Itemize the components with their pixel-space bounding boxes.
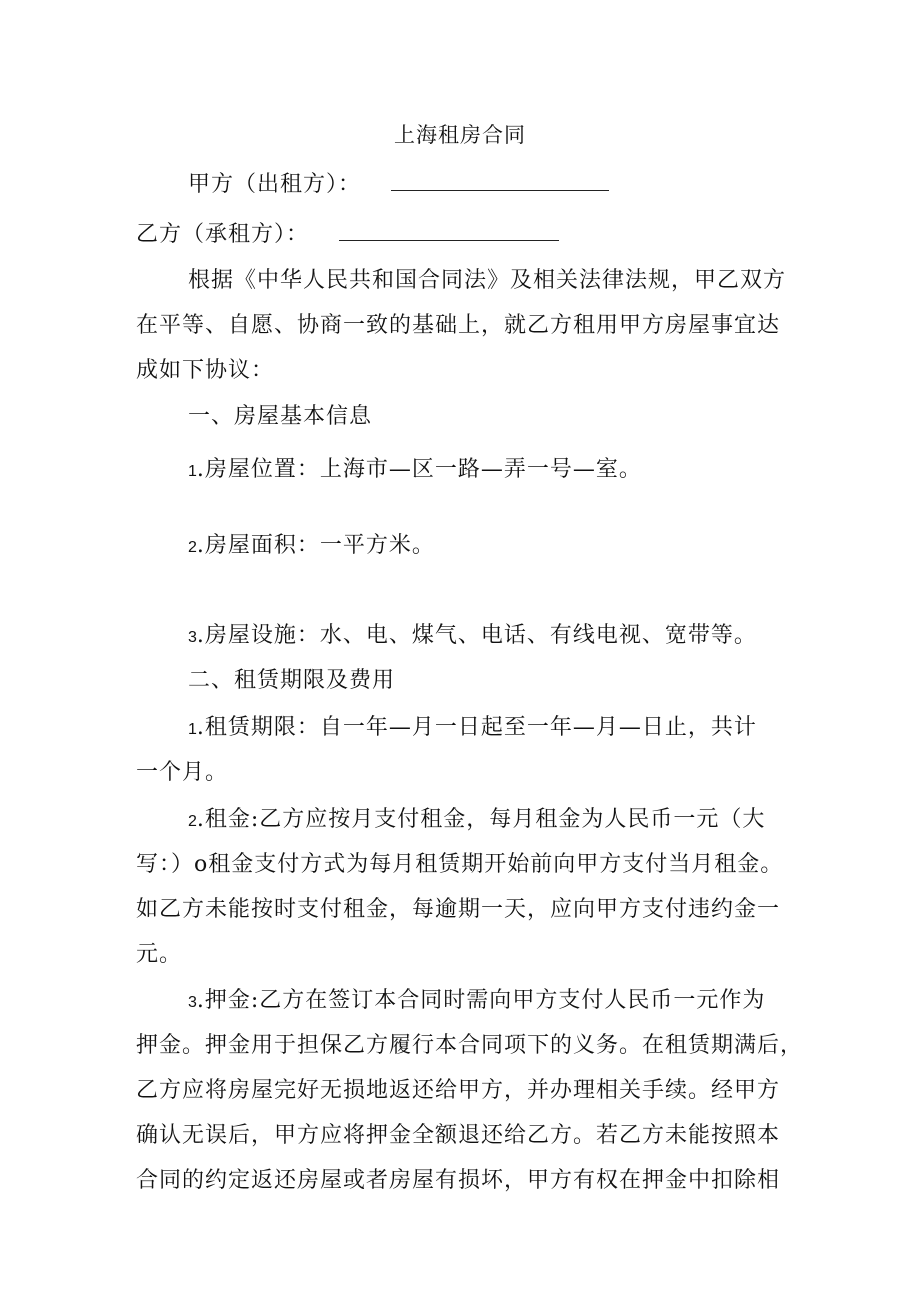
item-text: .房屋设施：水、电、煤气、电话、有线电视、宽带等。 [196,623,757,648]
item-text: .押金:乙方在签订本合同时需向甲方支付人民币一元作为 [196,988,766,1013]
party-a-line [188,168,609,200]
item-text-continued: 一个月。 [136,760,229,785]
item-text-continued: 押金。押金用于担保乙方履行本合同项下的义务。在租赁期满后， [136,1033,804,1058]
section-heading: 一、房屋基本信息 [188,404,373,429]
preamble-line: 根据《中华人民共和国合同法》及相关法律法规，甲乙双方 [188,268,787,293]
preamble-line: 在平等、自愿、协商一致的基础上，就乙方租用甲方房屋事宜达 [136,313,781,338]
item-text: .租金:乙方应按月支付租金，每月租金为人民币一元（大 [196,807,766,832]
item-text-continued: 合同的约定返还房屋或者房屋有损坏，甲方有权在押金中扣除相 [136,1168,781,1193]
list-item [188,455,642,487]
party-a-label: 甲方（出租方）： [188,172,362,197]
item-number: 3 [188,994,197,1011]
item-text: .房屋位置：上海市—区一路—弄一号—室。 [196,457,642,482]
party-b-label: 乙方（承租方）： [136,222,310,247]
list-item [188,713,757,745]
item-text-continued: 如乙方未能按时支付租金，每逾期一天，应向甲方支付违约金一 [136,897,781,922]
item-text-continued: 写：）o租金支付方式为每月租赁期开始前向甲方支付当月租金。 [136,852,784,877]
item-number: 3 [188,629,197,646]
list-item [188,986,765,1018]
party-a-blank [391,168,609,191]
party-b-blank [339,218,559,241]
preamble-line: 成如下协议： [136,358,275,383]
section-heading: 二、租赁期限及费用 [188,668,396,693]
item-number: 2 [188,813,197,830]
document-title: 上海租房合同 [394,123,526,147]
item-text-continued: 确认无误后，甲方应将押金全额退还给乙方。若乙方未能按照本 [136,1123,781,1148]
party-b-line [136,218,559,250]
item-text-continued: 元。 [136,942,183,967]
item-number: 2 [188,539,197,556]
item-text: .租赁期限：自一年—月一日起至一年—月—日止，共计 [196,715,757,740]
list-item [188,531,435,563]
item-text: .房屋面积：一平方米。 [196,533,435,558]
item-number: 1 [188,463,197,480]
list-item [188,621,757,653]
list-item [188,805,765,837]
item-number: 1 [188,721,197,738]
item-text-continued: 乙方应将房屋完好无损地返还给甲方，并办理相关手续。经甲方 [136,1078,781,1103]
